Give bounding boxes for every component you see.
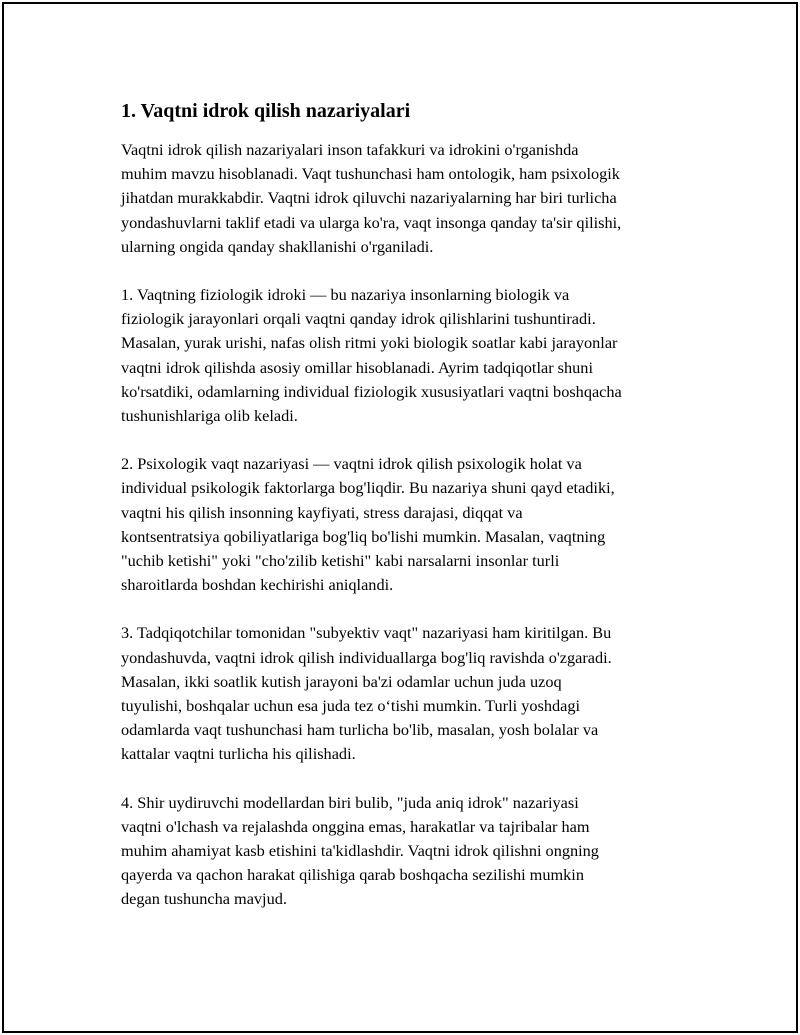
page-frame [2, 2, 798, 1033]
paragraph-subjective-time: 3. Tadqiqotchilar tomonidan "subyektiv vaqt" nazariyasi ham kiritilgan. Bu yondashuvda, vaqtni idrok qilish individuallarga bog'liq ravishda o'zgaradi. Masalan, ikki soatlik kutish jarayoni ba'zi odamlar uchun juda uzoq tuyulishi, boshqalar uchun esa juda tez o‘tishi mumkin. Turli yoshdagi odamlarda vaqt tushunchasi ham turlicha bo'lib, masalan, yosh bolalar va kattalar vaqtni turlicha his qilishadi. [121, 623, 612, 764]
paragraph-precise-perception: 4. Shir uydiruvchi modellardan biri bulib, "juda aniq idrok" nazariyasi vaqtni o'lchash va rejalashda onggina emas, harakatlar va tajribalar ham muhim ahamiyat kasb etishini ta'kidlashdir. Vaqtni idrok qilishni ongning qayerda va qachon harakat qilishiga qarab boshqacha sezilishi mumkin degan tushuncha mavjud. [121, 792, 599, 909]
document-title: 1. Vaqtni idrok qilish nazariyalari [121, 100, 411, 122]
intro-paragraph: Vaqtni idrok qilish nazariyalari inson tafakkuri va idrokini o'rganishda muhim mavzu hisoblanadi. Vaqt tushunchasi ham ontologik, ham psixologik jihatdan murakkabdir. Vaqtni idrok qiluvchi nazariyalarning har biri turlicha yondashuvlarni taklif etadi va ularga ko'ra, vaqt insonga qanday ta'sir qilishi, ularning ongida qanday shakllanishi o'rganiladi. [121, 140, 622, 256]
paragraph-psychological-time: 2. Psixologik vaqt nazariyasi — vaqtni idrok qilish psixologik holat va individual psikologik faktorlarga bog'liqdir. Bu nazariya shuni qayd etadiki, vaqtni his qilish insonning kayfiyati, stress darajasi, diqqat va kontsentratsiya qobiliyatlariga bog'liq bo'lishi mumkin. Masalan, vaqtning "uchib ketishi" yoki "cho'zilib ketishi" kabi narsalarni insonlar turli sharoitlarda boshdan kechirishi aniqlandi. [121, 454, 615, 595]
document-body [121, 99, 701, 936]
paragraph-physiological-perception: 1. Vaqtning fiziologik idroki — bu nazariya insonlarning biologik va fiziologik jarayonlari orqali vaqtni qanday idrok qilishlarini tushuntiradi. Masalan, yurak urishi, nafas olish ritmi yoki biologik soatlar kabi jarayonlar vaqtni idrok qilishda asosiy omillar hisoblanadi. Ayrim tadqiqotlar shuni ko'rsatdiki, odamlarning individual fiziologik xususiyatlari vaqtni boshqacha tushunishlariga olib keladi. [121, 285, 622, 426]
